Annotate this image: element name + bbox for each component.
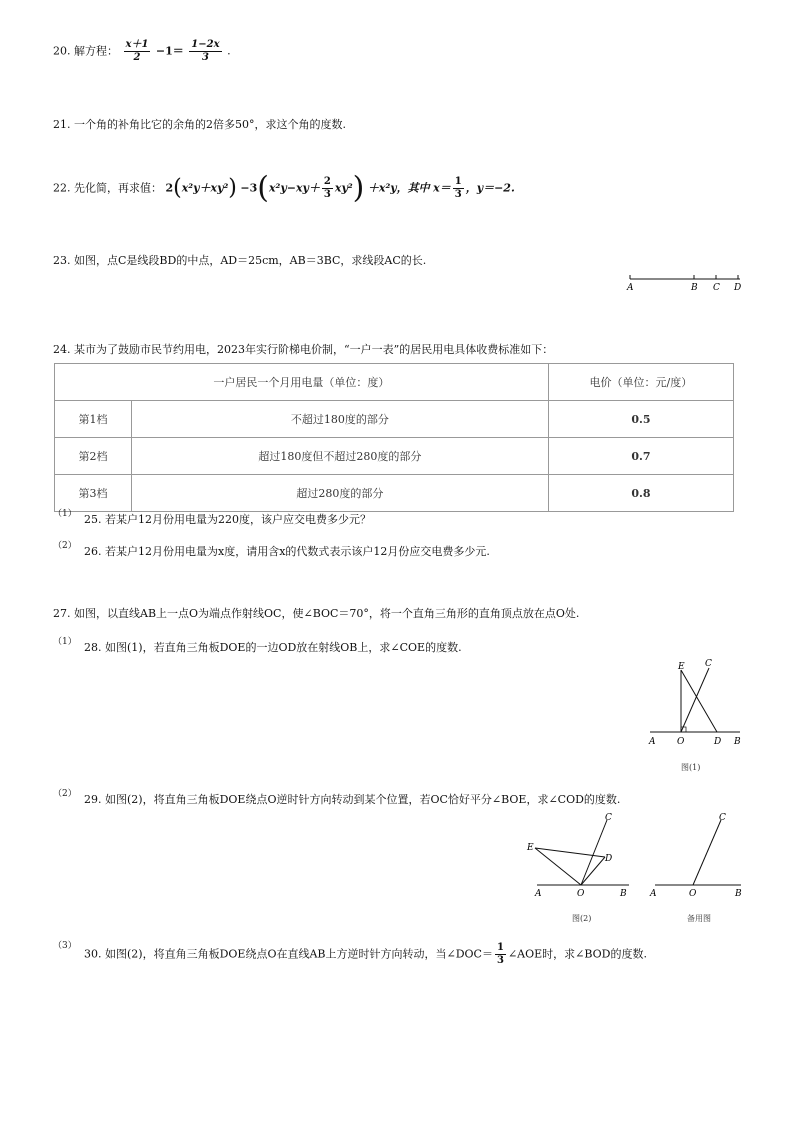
question-27 — [53, 605, 579, 621]
question-22: 22. 先化简，再求值： 2(x²y＋xy²) −3(x²y−xy＋ $\frac{2}{3}$ xy²) ＋x²y，其中 x＝ $\frac{1}{3}$ ，y＝−2. — [53, 170, 515, 206]
subpart-label: （1） — [53, 637, 77, 647]
point-O: O — [677, 737, 685, 747]
point-C: C — [713, 283, 720, 293]
point-A: A — [649, 737, 656, 747]
question-number: 23. — [53, 254, 71, 267]
price-cell: 0.7 — [548, 438, 733, 475]
point-C: C — [719, 813, 726, 823]
fraction-1: $\frac{x+1}{2}$ — [125, 39, 149, 63]
coef-2: −3 — [240, 181, 258, 195]
question-number: 25. — [84, 513, 102, 526]
question-text: 一个角的补角比它的余角的2倍多50°，求这个角的度数. — [74, 118, 346, 131]
point-E: E — [527, 843, 534, 853]
fee-table — [54, 363, 734, 512]
question-25 — [84, 511, 371, 527]
question-20 — [53, 39, 231, 64]
figure-1-caption: 图(1) — [681, 763, 701, 772]
table-row — [55, 401, 734, 438]
point-B: B — [620, 889, 627, 899]
table-header-row — [55, 364, 734, 401]
question-text-post: ∠AOE时，求∠BOD的度数. — [507, 947, 647, 961]
spare-figure-caption: 备用图 — [687, 914, 711, 923]
spare-figure — [645, 810, 750, 900]
question-text: 某市为了鼓励市民节约用电，2023年实行阶梯电价制，“一户一表”的居民用电具体收费标准如下： — [74, 343, 554, 356]
figure-2 — [525, 810, 635, 900]
segment-figure — [620, 272, 750, 294]
table-row — [55, 475, 734, 512]
question-text: 如图(1)，若直角三角板DOE的一边OD放在射线OB上，求∠COE的度数. — [105, 641, 462, 654]
point-B: B — [691, 283, 698, 293]
subpart-label: （3） — [53, 941, 77, 951]
figure-1 — [645, 656, 745, 748]
price-cell: 0.8 — [548, 475, 733, 512]
equation-end: . — [227, 44, 231, 58]
point-B: B — [735, 889, 742, 899]
table-row — [55, 438, 734, 475]
header-usage: 一户居民一个月用电量（单位：度） — [55, 364, 549, 401]
figure-2-caption: 图(2) — [572, 914, 592, 923]
tail-expression: ＋x²y，其中 — [367, 181, 430, 195]
fraction-one-third: $\frac{1}{3}$ — [496, 942, 504, 966]
question-24 — [53, 341, 553, 357]
question-number: 21. — [53, 118, 71, 131]
point-C: C — [705, 659, 712, 669]
question-number: 24. — [53, 343, 71, 356]
point-C: C — [605, 813, 612, 823]
question-text-pre: 如图(2)，将直角三角板DOE绕点O在直线AB上方逆时针方向转动，当∠DOC＝ — [105, 947, 493, 961]
tier-cell: 第3档 — [55, 475, 132, 512]
subpart-label: （2） — [53, 541, 77, 551]
question-number: 28. — [84, 641, 102, 654]
fraction-2-3: $\frac{2}{3}$ — [323, 176, 331, 200]
price-cell: 0.5 — [548, 401, 733, 438]
point-A: A — [650, 889, 657, 899]
group-2b: xy² — [334, 181, 353, 195]
question-number: 27. — [53, 607, 71, 620]
equation-middle: −1＝ — [155, 44, 184, 58]
header-price: 电价（单位：元/度） — [548, 364, 733, 401]
question-text: 如图(2)，将直角三角板DOE绕点O逆时针方向转动到某个位置，若OC恰好平分∠BOE，求∠COD的度数. — [105, 793, 621, 806]
point-E: E — [678, 662, 685, 672]
question-label: 解方程： — [74, 44, 118, 58]
question-text: 如图，点C是线段BD的中点，AD＝25cm，AB＝3BC，求线段AC的长. — [74, 254, 427, 267]
range-cell: 不超过180度的部分 — [132, 401, 549, 438]
question-number: 30. — [84, 947, 102, 961]
question-28 — [84, 639, 462, 655]
question-number: 22. — [53, 181, 71, 195]
question-23 — [53, 252, 426, 268]
question-number: 26. — [84, 545, 102, 558]
question-text: 若某户12月份用电量为220度，该户应交电费多少元？ — [105, 513, 371, 526]
fraction-2: $\frac{1-2x}{3}$ — [191, 39, 220, 63]
x-value-label: x＝ — [433, 181, 451, 195]
group-2a: x²y−xy＋ — [268, 181, 320, 195]
point-B: B — [734, 737, 741, 747]
point-A: A — [535, 889, 542, 899]
question-26 — [84, 543, 490, 559]
fraction-x: $\frac{1}{3}$ — [454, 176, 462, 200]
y-value: ，y＝−2. — [465, 181, 515, 195]
question-number: 20. — [53, 44, 71, 58]
subpart-label: （1） — [53, 509, 77, 519]
group-1: x²y＋xy² — [181, 181, 229, 195]
range-cell: 超过280度的部分 — [132, 475, 549, 512]
question-text: 若某户12月份用电量为x度，请用含x的代数式表示该户12月份应交电费多少元. — [105, 545, 490, 558]
question-29 — [84, 791, 620, 807]
question-30 — [84, 942, 647, 967]
point-D: D — [734, 283, 742, 293]
point-O: O — [577, 889, 585, 899]
question-text: 如图，以直线AB上一点O为端点作射线OC，使∠BOC＝70°，将一个直角三角形的直角顶点放在点O处. — [74, 607, 580, 620]
subpart-label: （2） — [53, 789, 77, 799]
question-21 — [53, 116, 346, 132]
tier-cell: 第1档 — [55, 401, 132, 438]
range-cell: 超过180度但不超过280度的部分 — [132, 438, 549, 475]
point-D: D — [714, 737, 722, 747]
tier-cell: 第2档 — [55, 438, 132, 475]
question-number: 29. — [84, 793, 102, 806]
question-label: 先化简，再求值： — [74, 181, 162, 195]
point-D: D — [605, 854, 613, 864]
point-A: A — [627, 283, 634, 293]
point-O: O — [689, 889, 697, 899]
coef-1: 2 — [165, 181, 174, 195]
